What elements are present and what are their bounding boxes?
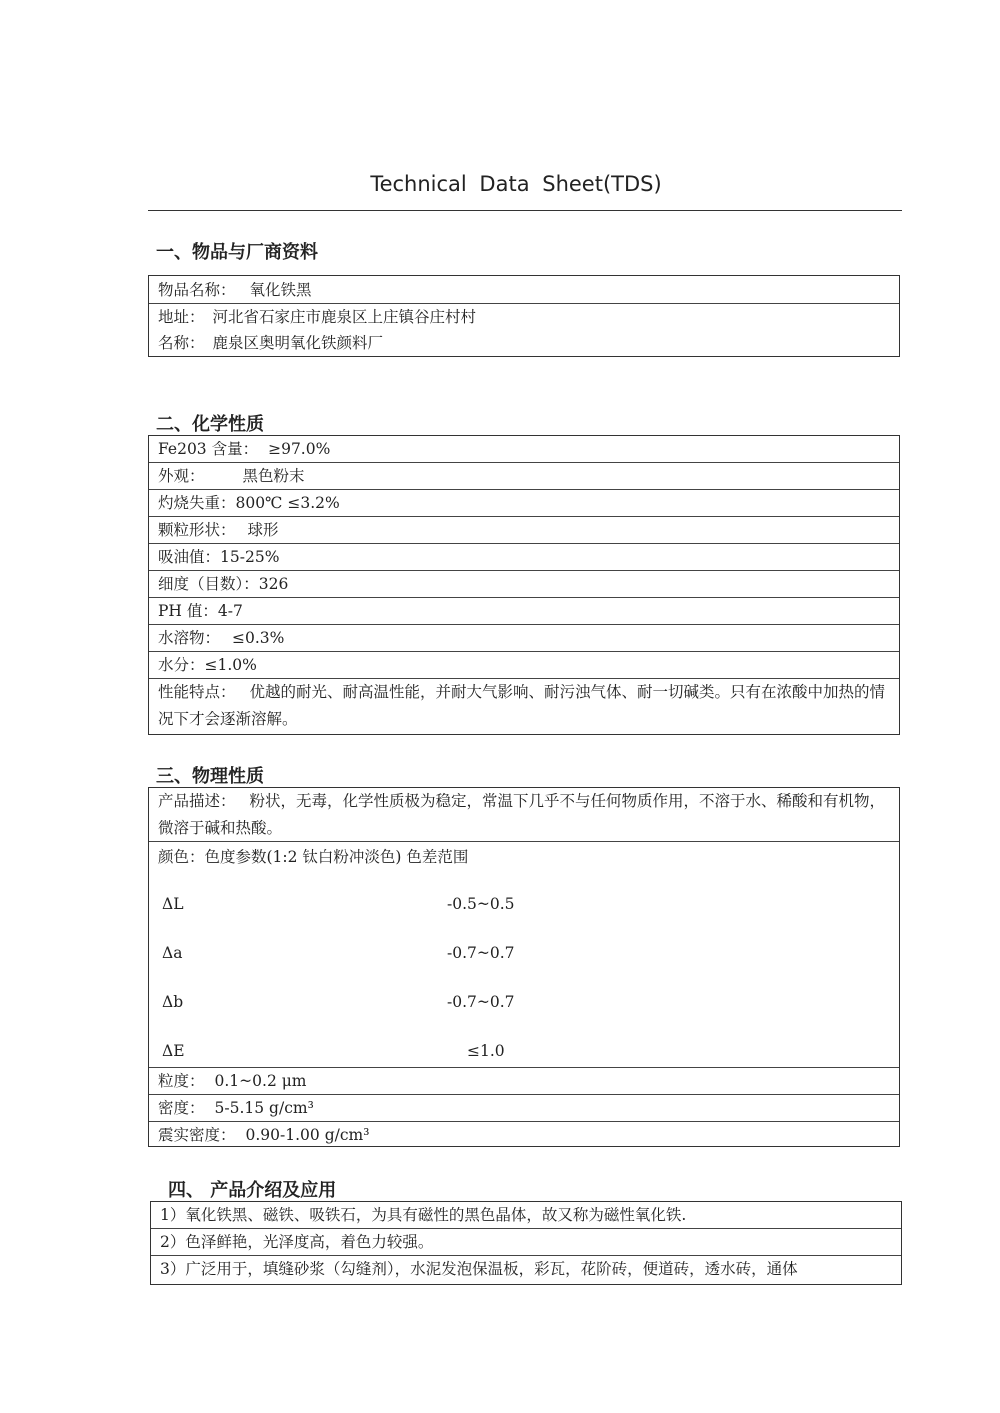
ph-label: PH 值： — [158, 602, 218, 620]
moisture-value: ≤1.0% — [204, 656, 257, 674]
ignition-loss-label: 灼烧失重： — [158, 494, 236, 512]
product-name-value: 氧化铁黑 — [249, 281, 312, 299]
section4-heading: 四、 产品介绍及应用 — [168, 1180, 337, 1201]
oil-absorption-value: 15-25% — [220, 548, 280, 566]
performance-text: 优越的耐光、耐高温性能，并耐大气影响、耐污浊气体、耐一切碱类。只有在浓酸中加热的情况下才会逐渐溶解。 — [158, 683, 886, 728]
section1-table — [148, 275, 900, 357]
delta-b-label: Δb — [162, 993, 184, 1011]
section3-row-particle-size — [149, 1068, 899, 1095]
fineness-value: 326 — [258, 575, 289, 593]
performance-label: 性能特点： — [158, 683, 236, 701]
application-item: 2）色泽鲜艳，光泽度高，着色力较强。 — [151, 1229, 901, 1256]
section2-row-water-soluble — [149, 625, 899, 652]
delta-e-row — [162, 1042, 662, 1060]
section2-table — [148, 435, 900, 735]
section3-row-density — [149, 1095, 899, 1122]
delta-l-value: -0.5~0.5 — [447, 895, 515, 913]
company-label: 名称： — [158, 334, 205, 352]
section1-row-product — [149, 276, 899, 304]
application-item: 1）氧化铁黑、磁铁、吸铁石，为具有磁性的黑色晶体，故又称为磁性氧化铁. — [151, 1202, 901, 1229]
moisture-label: 水分： — [158, 656, 205, 674]
address-label: 地址： — [158, 308, 205, 326]
section3-heading: 三、物理性质 — [156, 766, 264, 787]
delta-a-row — [162, 944, 662, 962]
oil-absorption-label: 吸油值： — [158, 548, 221, 566]
section2-row-ignition-loss — [149, 490, 899, 517]
section2-row-fineness — [149, 571, 899, 598]
company-value: 鹿泉区奥明氧化铁颜料厂 — [212, 334, 384, 352]
section2-row-content — [149, 436, 899, 463]
section1-row-address — [149, 304, 899, 330]
delta-a-value: -0.7~0.7 — [447, 944, 515, 962]
section3-row-tap-density — [149, 1122, 899, 1149]
delta-l-label: ΔL — [162, 895, 184, 913]
fe-content-value: ≥97.0% — [268, 440, 331, 458]
section2-heading: 二、化学性质 — [156, 414, 264, 435]
ignition-loss-value: 800℃ ≤3.2% — [235, 494, 340, 512]
section1-heading: 一、物品与厂商资料 — [156, 242, 318, 263]
water-soluble-value: ≤0.3% — [232, 629, 285, 647]
density-value: 5-5.15 g/cm³ — [214, 1099, 314, 1117]
fineness-label: 细度（目数）： — [158, 575, 259, 593]
application-item: 3）广泛用于，填缝砂浆（勾缝剂），水泥发泡保温板，彩瓦，花阶砖，便道砖，透水砖，通体 — [160, 1260, 798, 1278]
section2-row-oil-absorption — [149, 544, 899, 571]
delta-a-label: Δa — [162, 944, 183, 962]
tap-density-value: 0.90-1.00 g/cm³ — [245, 1126, 370, 1144]
product-name-label: 物品名称： — [158, 281, 236, 299]
page-title: Technical Data Sheet(TDS) — [370, 172, 662, 196]
section2-row-appearance — [149, 463, 899, 490]
particle-shape-label: 颗粒形状： — [158, 521, 236, 539]
section2-row-ph — [149, 598, 899, 625]
title-divider — [148, 210, 902, 211]
section3-table — [148, 787, 900, 1147]
delta-e-value: ≤1.0 — [467, 1042, 505, 1060]
section2-row-moisture — [149, 652, 899, 679]
delta-b-value: -0.7~0.7 — [447, 993, 515, 1011]
section3-color-block — [149, 842, 899, 1068]
section1-row-company — [149, 330, 899, 356]
water-soluble-label: 水溶物： — [158, 629, 221, 647]
delta-l-row — [162, 895, 662, 913]
delta-b-row — [162, 993, 662, 1011]
ph-value: 4-7 — [217, 602, 243, 620]
address-value: 河北省石家庄市鹿泉区上庄镇谷庄村村 — [212, 308, 477, 326]
color-params-heading: 颜色：色度参数(1:2 钛白粉冲淡色) 色差范围 — [158, 848, 469, 866]
section2-row-particle-shape — [149, 517, 899, 544]
section4-table — [150, 1201, 902, 1285]
section2-row-performance — [149, 679, 899, 734]
fe-content-label: Fe203 含量： — [158, 440, 259, 458]
description-label: 产品描述： — [158, 792, 236, 810]
particle-size-value: 0.1~0.2 μm — [214, 1072, 307, 1090]
appearance-value: 黑色粉末 — [242, 467, 305, 485]
density-label: 密度： — [158, 1099, 205, 1117]
description-text: 粉状，无毒，化学性质极为稳定，常温下几乎不与任何物质作用，不溶于水、稀酸和有机物，微溶于碱和热酸。 — [158, 792, 886, 837]
particle-size-label: 粒度： — [158, 1072, 205, 1090]
tap-density-label: 震实密度： — [158, 1126, 236, 1144]
section3-row-description — [149, 788, 899, 842]
appearance-label: 外观： — [158, 467, 205, 485]
delta-e-label: ΔE — [162, 1042, 185, 1060]
particle-shape-value: 球形 — [247, 521, 279, 539]
